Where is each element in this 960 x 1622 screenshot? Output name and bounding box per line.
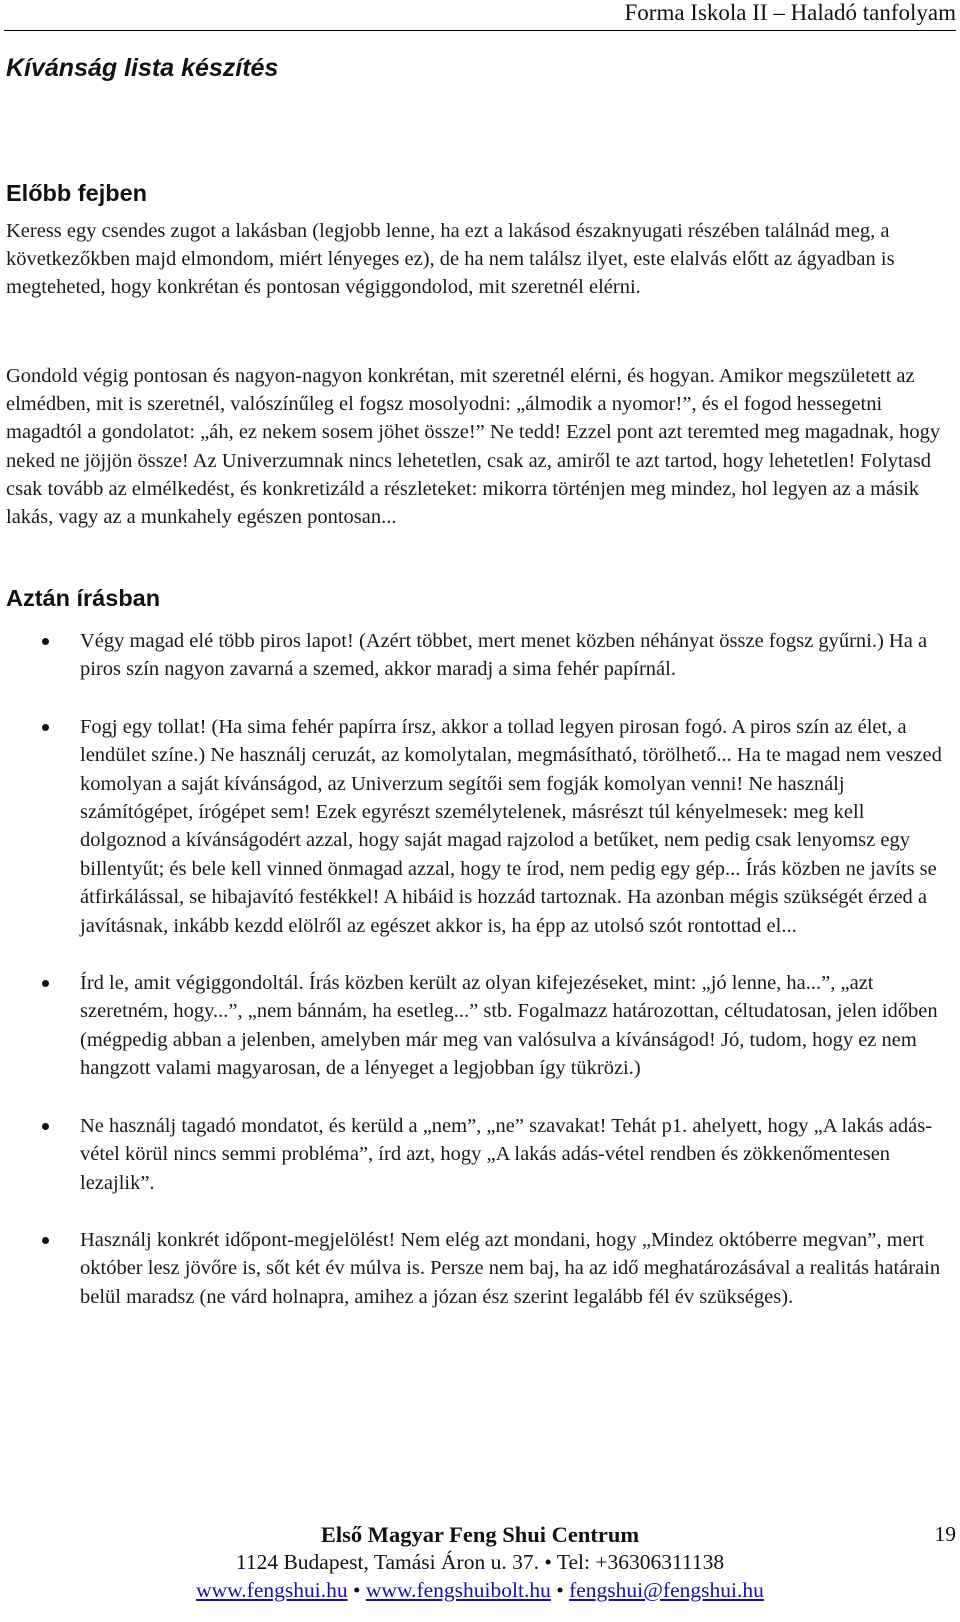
list-item-text: Végy magad elé több piros lapot! (Azért többet, mert menet közben néhányat össze fogsz gyűrni.) Ha a piros szín nagyon zavarná a szemed, akkor maradj a sima fehér papírnál.: [80, 630, 928, 681]
list-item: [0, 713, 960, 940]
footer-organization: Első Magyar Feng Shui Centrum: [320, 1522, 640, 1547]
paragraph-1: Keress egy csendes zugot a lakásban (legjobb lenne, ha ezt a lakásod északnyugati részében találnád meg, a következőkben majd elmondom, miért lényeges ez), de ha nem találsz ilyet, este elalvás előtt az ágyadban is megteheted, hogy konkrétan és pontosan végiggondolod, mit szeretnél elérni.: [6, 220, 895, 299]
list-item: [0, 1112, 960, 1197]
list-item: [0, 627, 960, 684]
section-heading-irasban: Aztán írásban: [6, 585, 161, 611]
list-item-text: Használj konkrét időpont-megjelölést! Nem elég azt mondani, hogy „Mindez októberre megvan”, mert október lesz jövőre is, sőt két év múlva is. Persze nem baj, ha az idő meghatározásával a realitás határain belül maradsz (ne várd holnapra, amihez a józan ész szerint legalább fél év szükséges).: [80, 1228, 941, 1308]
page-number: 19: [934, 1522, 956, 1546]
list-item-text: Ne használj tagadó mondatot, és kerüld a „nem”, „ne” szavakat! Tehát p1. ahelyett, hogy „A lakás adás-vétel körül nincs semmi probléma”, írd azt, hogy „A lakás adás-vétel rendben és zökkenőmentesen lezajlik”.: [80, 1114, 933, 1194]
website-link-fengshuibolt[interactable]: www.fengshuibolt.hu: [365, 1578, 551, 1602]
page-title: Kívánság lista készítés: [6, 54, 279, 82]
instruction-list: [0, 627, 960, 1340]
footer-links: [0, 1578, 960, 1603]
list-item-text: Írd le, amit végiggondoltál. Írás közben került az olyan kifejezéseket, mint: „jó lenne, ha...”, „azt szeretném, hogy...”, „nem bánnám, ha esetleg...” stb. Fogalmazz határozottan, céltudatosan, jelen időben (mégpedig abban a jelenben, amelyben már meg van valósulva a kívánságod! Jó, tudom, hogy ez nem hangzott valami magyarosan, de a lényeget a legjobban így tükrözi.): [80, 972, 938, 1080]
list-item: [0, 1226, 960, 1311]
bullet-icon: [42, 1237, 49, 1244]
list-item: [0, 969, 960, 1083]
header-rule: [4, 30, 956, 31]
footer-separator: •: [550, 1578, 570, 1602]
section-heading-fejben: Előbb fejben: [6, 180, 147, 206]
footer-address: 1124 Budapest, Tamási Áron u. 37. • Tel: +36306311138: [235, 1550, 725, 1574]
bullet-icon: [42, 980, 49, 987]
list-item-text: Fogj egy tollat! (Ha sima fehér papírra írsz, akkor a tollad legyen pirosan fogó. A piros szín az élet, a lendület színe.) Ne használj ceruzát, az komolytalan, megmásítható, törölhető... Ha te magad nem veszed komolyan a saját kívánságod, az Univerzum segítői sem fogják komolyan venni! Ne használj számítógépet, írógépet sem! Ezek egyrészt személytelenek, másrészt túl kényelmesek: meg kell dolgoznod a kívánságodért azzal, hogy saját magad rajzolod a betűket, nem pedig csak lenyomsz egy billentyűt; és bele kell vinned önmagad azzal, hogy te írod, nem pedig egy gép... Írás közben ne javíts se átfirkálással, se hibajavító festékkel! A hibáid is hozzád tartoznak. Ha azonban mégis szükségét érzed a javításnak, inkább kezdd elölről az egészet akkor is, ha épp az utolsó szót rontottad el...: [80, 715, 942, 937]
email-link[interactable]: fengshui@fengshui.hu: [569, 1578, 764, 1602]
paragraph-2: Gondold végig pontosan és nagyon-nagyon konkrétan, mit szeretnél elérni, és hogyan. Amikor megszületett az elmédben, mit is szeretnél, valószínűleg el fogsz mosolyodni: „álmodik a nyomor!”, és el fogod hessegetni magadtól a gondolatot: „áh, ez nekem sosem jöhet össze!” Ne tedd! Ezzel pont azt teremted meg magadnak, hogy neked ne jöjjön össze! Az Univerzumnak nincs lehetetlen, csak az, amiről te azt tartod, hogy lehetetlen! Folytasd csak tovább az elmélkedést, és konkretizáld a részleteket: mikorra történjen meg mindez, hol legyen az a másik lakás, vagy az a munkahely egészen pontosan...: [6, 365, 941, 529]
footer-separator: •: [347, 1578, 366, 1602]
bullet-icon: [42, 638, 49, 645]
bullet-icon: [42, 724, 49, 731]
running-header: Forma Iskola II – Haladó tanfolyam: [624, 0, 956, 25]
bullet-icon: [42, 1123, 49, 1130]
website-link-fengshui[interactable]: www.fengshui.hu: [196, 1578, 348, 1602]
